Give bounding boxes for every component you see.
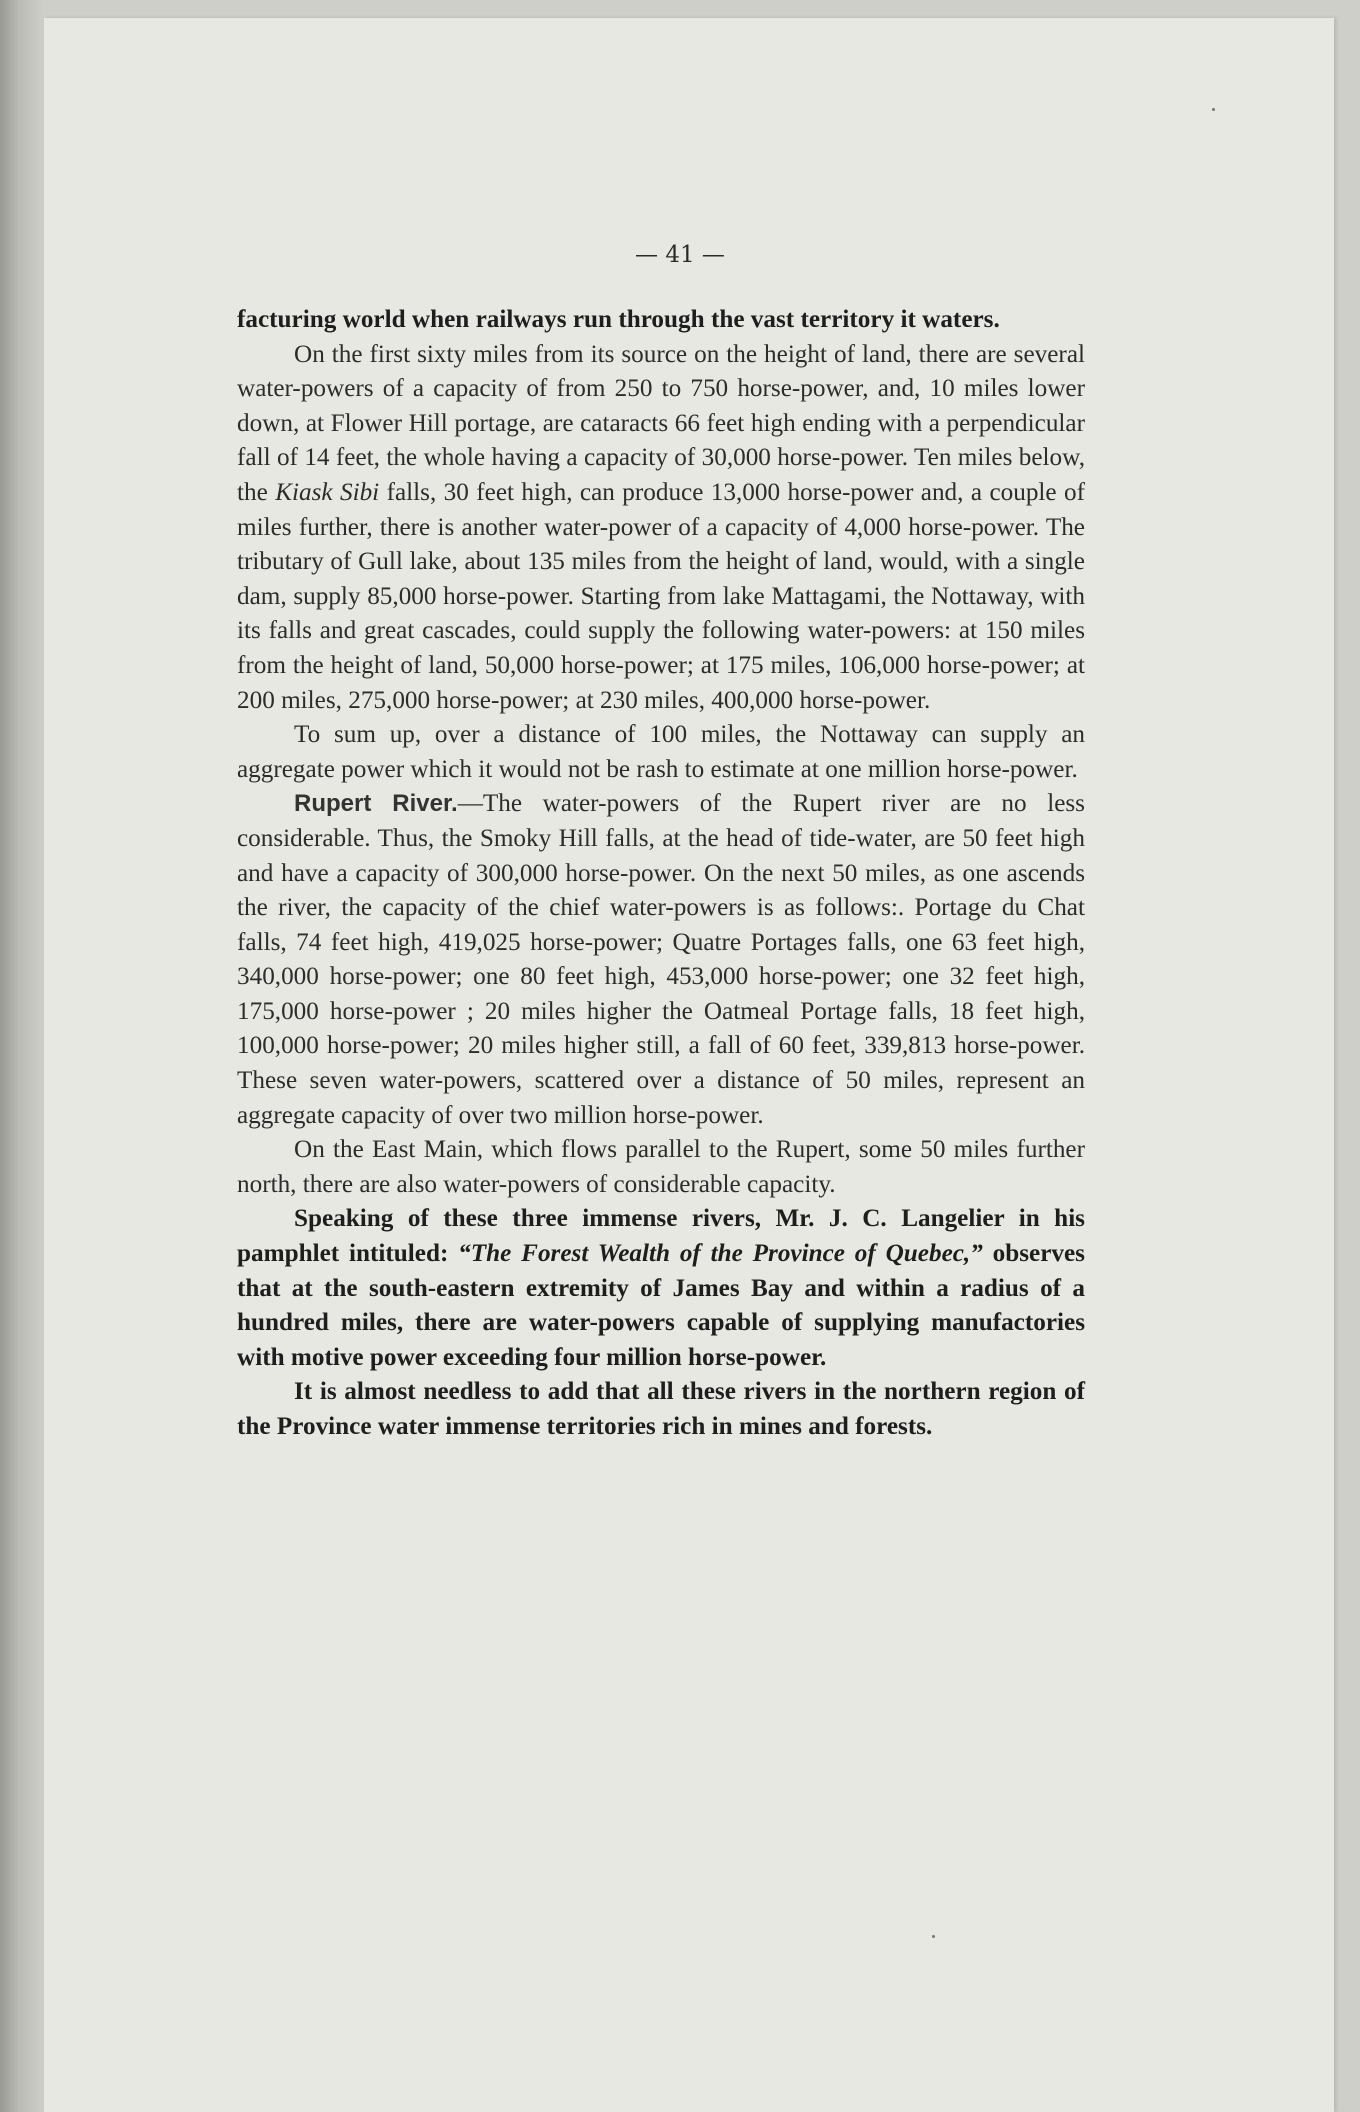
paragraph-rupert-river — [237, 787, 1085, 1133]
paragraph-continuation — [237, 303, 1085, 338]
paragraph-text: facturing world when railways run through the vast territory it waters. — [237, 306, 1000, 333]
paragraph-text: It is almost needless to add that all these rivers in the northern region of the Province water immense territories rich in mines and forests. — [237, 1378, 1085, 1440]
paragraph-text: —The water-powers of the Rupert river are no less considerable. Thus, the Smoky Hill falls, at the head of tide-water, are 50 feet high and have a capacity of 300,000 horse-power. On the next 50 miles, as one ascends the river, the capacity of the chief water-powers is as follows:. Portage du Chat falls, 74 feet high, 419,025 horse-power; Quatre Portages falls, one 63 feet high, 340,000 horse-power; one 80 feet high, 453,000 horse-power; one 32 feet high, 175,000 horse-power ; 20 miles higher the Oatmeal Portage falls, 18 feet high, 100,000 horse-power; 20 miles higher still, a fall of 60 feet, 339,813 horse-power. These seven water-powers, scattered over a distance of 50 miles, represent an aggregate capacity of over two million horse-power. — [237, 790, 1085, 1129]
section-heading: Rupert River. — [294, 790, 458, 818]
paragraph-text: falls, 30 feet high, can produce 13,000 horse-power and, a couple of miles further, there is another water-power of a capacity of 4,000 horse-power. The tributary of Gull lake, about 135 miles from the height of land, would, with a single dam, supply 85,000 horse-power. Starting from lake Mattagami, the Nottaway, with its falls and great cascades, could supply the following water-powers: at 150 miles from the height of land, 50,000 horse-power; at 175 miles, 106,000 horse-power; at 200 miles, 275,000 horse-power; at 230 miles, 400,000 horse-power. — [237, 478, 1085, 714]
paragraph-text: observes that at the south-eastern extremity of James Bay and within a radius of a hundred miles, there are water-powers capable of supplying manufactories with motive power exceeding four million horse-power. — [237, 1240, 1085, 1371]
paragraph-langelier-quote — [237, 1202, 1085, 1375]
binding-shadow — [0, 0, 44, 2112]
paragraph-summary — [237, 718, 1085, 787]
scan-speck — [932, 1935, 935, 1938]
italic-pamphlet-title: “The Forest Wealth of the Province of Quebec,” — [458, 1240, 983, 1268]
body-text — [237, 303, 1085, 1445]
paragraph-east-main — [237, 1133, 1085, 1202]
paragraph-conclusion — [237, 1375, 1085, 1444]
paragraph-text: Speaking of these three immense rivers, Mr. J. C. Langelier in his pamphlet intituled: — [237, 1205, 1085, 1268]
paragraph-text: To sum up, over a distance of 100 miles, the Nottaway can supply an aggregate power which it would not be rash to estimate at one million horse-power. — [237, 721, 1085, 783]
scan-speck — [1212, 108, 1215, 111]
paragraph-text: On the East Main, which flows parallel to the Rupert, some 50 miles further north, there are also water-powers of considerable capacity. — [237, 1136, 1085, 1198]
italic-place-name: Kiask Sibi — [275, 478, 380, 506]
page-number: — 41 — — [635, 242, 725, 268]
paragraph-text: On the first sixty miles from its source on the height of land, there are several water-powers of a capacity of from 250 to 750 horse-power, and, 10 miles lower down, at Flower Hill portage, are cataracts 66 feet high ending with a perpendicular fall of 14 feet, the whole having a capacity of 30,000 horse-power. Ten miles below, the — [237, 340, 1085, 506]
paragraph-nottaway-powers — [237, 338, 1085, 719]
